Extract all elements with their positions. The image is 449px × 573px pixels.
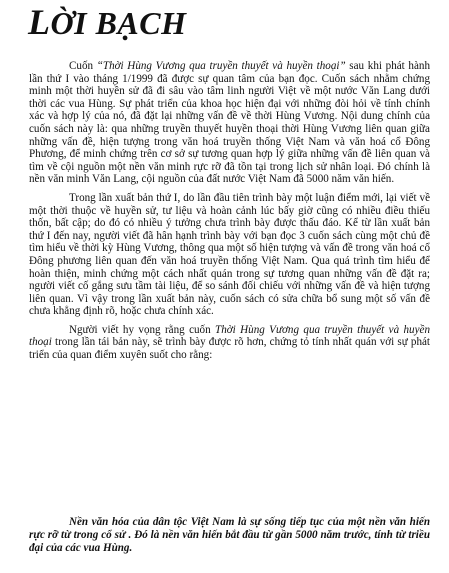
paragraph-1 bbox=[29, 60, 430, 186]
body-text bbox=[29, 60, 430, 362]
title-initial: L bbox=[28, 2, 51, 42]
paragraph-3 bbox=[29, 324, 430, 362]
title-rest: ỜI BẠCH bbox=[50, 5, 187, 41]
page-title bbox=[28, 2, 186, 43]
closing-statement: Nền văn hóa của dân tộc Việt Nam là sự sống tiếp tục của một nền văn hiến rực rỡ từ trong cổ sử . Đó là nền văn hiến bắt đầu từ gần 5000 năm trước, tính từ triều đại của các vua Hùng. bbox=[29, 516, 430, 554]
paragraph-1-text: sau khi phát hành lần thứ I vào tháng 1/1999 đã được sự quan tâm của bạn đọc. Cuốn sách nhằm chứng minh một thời huyền sử đã đi sâu vào tâm linh người Việt về một nước Văn Lang dưới thời các vua Hùng. Sự phát triển của khoa học hiện đại với những đòi hỏi về tính chính xác và hợp lý của nó, đã đặt lại những vấn đề về thời Hùng Vương. Nội dung chính của cuốn sách này là: qua những truyền thuyết huyền thoại thời Hùng Vương liên quan giữa những vấn đề, hiện tượng trong văn hoá truyền thống Việt Nam và văn hoá cổ Đông Phương, để minh chứng trên cơ sở sự tương quan hợp lý giữa những vấn đề liên quan và tìm về cội nguồn một nền văn minh rực rỡ đã tồn tại trong lịch sử nhân loại. Đó chính là nền văn minh Văn Lang, cội nguồn của đất nước Việt Nam đã 5000 năm văn hiến. bbox=[29, 60, 430, 186]
paragraph-3-intro: Người viết hy vọng rằng cuốn bbox=[69, 323, 216, 336]
book-title-italic: Thời Hùng Vương qua truyền thuyết và huyền thoại bbox=[29, 323, 430, 349]
paragraph-1-intro: Cuốn bbox=[69, 60, 97, 72]
paragraph-2: Trong lần xuất bản thứ I, do lần đầu tiên trình bày một luận điểm mới, lại viết về một thời thuộc về huyền sử, tư liệu và hoàn cảnh lúc bấy giờ cũng có nhiều điều thiếu thốn, bất cập; do đó có nhiều ý tưởng chưa trình bày được thấu đáo. Kể từ lần xuất bản thứ I đến nay, người viết đã hân hạnh trình bày với bạn đọc 3 cuốn sách cùng một chủ đề tìm hiểu về thời kỳ Hùng Vương, thông qua một số hiện tượng và vấn đề trong văn hoá cổ Đông phương liên quan đến văn hoá truyền thống Việt Nam. Qua quá trình tìm hiểu để hoàn thiện, minh chứng một cách nhất quán trong sự tương quan những vấn đề đặt ra; người viết cố gắng sưu tầm tài liệu, để so sánh đối chiếu với những vấn đề và hiện tượng liên quan. Vì vậy trong lần xuất bản này, cuốn sách có sửa chữa bổ sung một số vấn đề chưa khẳng định rõ, hoặc chưa chính xác. bbox=[29, 191, 430, 318]
paragraph-3-text: trong lần tái bản này, sẽ trình bày được rõ hơn, chứng tỏ tính nhất quán với sự phát triển của quan điểm xuyên suốt cho rằng: bbox=[29, 336, 430, 362]
book-title-quote: “Thời Hùng Vương qua truyền thuyết và huyền thoại” bbox=[96, 60, 346, 72]
